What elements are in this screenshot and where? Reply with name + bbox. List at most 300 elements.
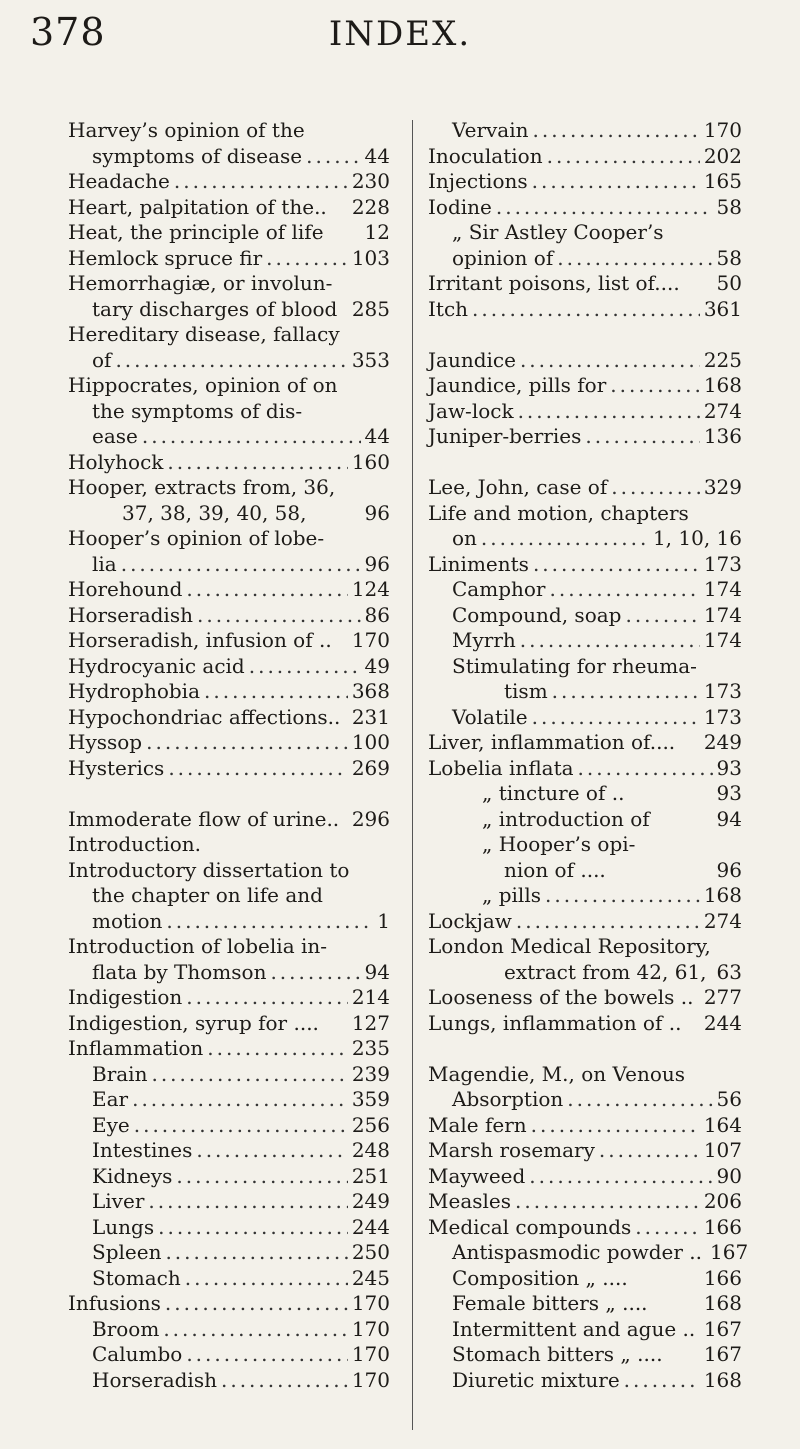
index-entry-text: Compound, soap [452,602,622,627]
index-entry-page: 251 [351,1163,390,1188]
index-entry-text: Diuretic mixture [452,1367,620,1392]
index-entry [428,348,742,374]
index-entry-page: 244 [703,1010,742,1035]
index-entry-text: Mayweed [428,1163,526,1188]
index-gap [428,1036,742,1062]
leader-dots [266,246,348,272]
index-entry-text: Lee, John, case of [428,475,608,499]
index-entry-text: Calumbo [92,1342,183,1366]
index-entry-text: nion of .... [504,857,606,882]
index-entry-text: Lobelia inflata [428,755,574,780]
index-entry [428,1011,742,1037]
leader-dots [196,1138,347,1164]
index-entry [68,246,390,272]
index-entry [68,322,390,348]
leader-dots [148,1189,347,1215]
index-entry [68,858,390,884]
index-entry-page: 49 [364,653,390,678]
index-entry [428,603,742,629]
index-entry [428,526,742,552]
index-entry [68,1240,390,1266]
index-entry [68,1342,390,1368]
index-entry-text: Lungs, inflammation of .. [428,1010,682,1035]
index-entry-page: 170 [351,1316,390,1341]
index-entry [68,1189,390,1215]
leader-dots [146,730,348,756]
index-entry [428,883,742,909]
index-entry-page: 329 [703,475,742,499]
index-entry [428,297,742,323]
index-entry [68,424,390,450]
index-entry [68,169,390,195]
index-entry [428,577,742,603]
leader-dots [545,883,700,909]
leader-dots [168,756,348,782]
leader-dots [121,552,361,578]
index-entry [68,373,390,399]
index-entry [68,1164,390,1190]
index-entry [68,628,390,654]
index-entry-text: symptoms of disease [92,143,303,168]
leader-dots [481,526,649,552]
index-entry [428,1164,742,1190]
leader-dots [635,1215,700,1241]
index-entry-page: 228 [351,194,390,219]
index-entry-page: 164 [703,1112,742,1137]
index-entry-page: 50 [716,271,742,295]
index-entry-page: 170 [351,1367,390,1392]
index-entry-page: 160 [351,449,390,474]
index-entry [68,1087,390,1113]
leader-dots [115,348,347,374]
index-entry [428,858,742,884]
index-entry-page: 168 [703,883,742,907]
index-entry-text: Broom [92,1316,160,1341]
index-entry-page: 127 [351,1010,390,1035]
index-entry [68,271,390,297]
index-entry [68,756,390,782]
index-entry-page: 93 [716,781,742,805]
index-entry-text: of [92,347,112,372]
leader-dots [165,1291,348,1317]
index-entry-page: 167 [710,1240,749,1264]
index-entry-page: 174 [703,577,742,601]
index-entry-page: 1, 10, 16 [652,526,742,550]
index-entry [68,1368,390,1394]
leader-dots [306,144,360,170]
index-entry [68,220,390,246]
index-entry-page: 285 [351,296,390,321]
index-entry-text: Intestines [92,1138,193,1162]
index-entry [428,628,742,654]
index-entry [428,220,742,246]
index-entry-text: Hypochondriac affections.. [68,704,341,729]
index-entry-text: Male fern [428,1112,527,1137]
index-entry-page: 250 [351,1240,390,1264]
index-entry-page: 274 [703,908,742,933]
index-entry-text: Medical compounds [428,1214,632,1239]
leader-dots [151,1062,347,1088]
index-entry-text: Hyssop [68,730,143,754]
leader-dots [163,1317,348,1343]
leader-dots [578,756,713,782]
index-entry [428,501,742,527]
index-entry-page: 274 [703,398,742,423]
index-entry [428,654,742,680]
index-entry-text: Holyhock [68,449,164,474]
index-entry [428,1291,742,1317]
leader-dots [158,1215,348,1241]
index-entry-page: 90 [716,1163,742,1188]
leader-dots [516,909,700,935]
index-entry [428,169,742,195]
index-entry-text: Heart, palpitation of the.. [68,194,327,219]
leader-dots [599,1138,700,1164]
index-entry-page: 359 [351,1087,390,1111]
index-entry-page: 94 [716,806,742,831]
leader-dots [176,1164,347,1190]
index-entry [428,144,742,170]
index-entry [68,1266,390,1292]
leader-dots [520,348,700,374]
index-entry-page: 44 [364,424,390,448]
leader-dots [186,577,347,603]
index-entry-page: 12 [364,220,390,244]
index-entry [428,679,742,705]
index-entry-text: Introduction of lobelia in- [68,934,328,958]
index-entry-text: „ tincture of .. [482,781,625,805]
leader-dots [185,1266,348,1292]
index-entry-page: 100 [351,730,390,754]
index-entry-text: Introductory dissertation to [68,857,350,882]
index-entry-page: 214 [351,985,390,1009]
leader-dots [532,169,700,195]
index-entry-page: 239 [351,1061,390,1086]
index-entry-text: Hippocrates, opinion of on [68,373,338,397]
index-entry-page: 353 [351,347,390,372]
index-entry-text: Inoculation [428,143,543,168]
index-entry-text: Lockjaw [428,908,512,933]
index-entry-text: Volatile [452,704,528,729]
index-entry-text: Indigestion [68,985,183,1009]
index-entry [68,526,390,552]
index-entry [68,679,390,705]
leader-dots [520,628,700,654]
index-entry-page: 63 [716,959,742,984]
index-entry [428,246,742,272]
leader-dots [552,679,700,705]
index-entry-page: 107 [703,1138,742,1162]
leader-dots [197,603,361,629]
index-entry [428,1368,742,1394]
leader-dots [585,424,699,450]
index-entry-page: 136 [703,424,742,448]
index-entry [428,1189,742,1215]
index-entry-page: 124 [351,577,390,601]
index-entry [428,985,742,1011]
index-entry [68,654,390,680]
index-entry-text: Intermittent and ague .. [452,1316,696,1341]
index-entry-text: London Medical Repository, [428,934,711,958]
index-entry [68,1317,390,1343]
index-entry-text: Liver [92,1189,145,1213]
leader-dots [472,297,700,323]
index-entry-text: Harvey’s opinion of the [68,118,305,142]
index-entry-text: flata by Thomson [92,959,267,984]
index-entry-page: 96 [364,551,390,576]
index-entry-text: Kidneys [92,1163,173,1188]
index-entry-page: 269 [351,755,390,780]
index-entry-page: 361 [703,296,742,321]
index-entry-text: motion [92,908,163,933]
leader-dots [186,985,348,1011]
index-entry-page: 168 [703,1291,742,1315]
index-entry-page: 231 [351,704,390,729]
index-entry [68,960,390,986]
index-entry-text: the chapter on life and [92,883,323,907]
index-entry-page: 86 [364,602,390,627]
leader-dots [529,1164,712,1190]
leader-dots [533,118,700,144]
index-entry-text: Indigestion, syrup for .... [68,1010,319,1035]
index-entry-text: Itch [428,296,469,321]
index-entry-text: Stomach [92,1265,181,1290]
index-entry-page: 202 [703,143,742,168]
index-entry-text: Camphor [452,577,546,601]
index-entry [68,577,390,603]
index-entry-text: tism [504,679,548,703]
leader-dots [207,1036,348,1062]
leader-dots [132,1087,348,1113]
index-entry [68,603,390,629]
index-entry-text: Hysterics [68,755,165,780]
index-entry [68,883,390,909]
index-entry-page: 44 [364,143,390,168]
index-entry-text: Hooper’s opinion of lobe- [68,526,325,550]
leader-dots [532,705,700,731]
leader-dots [549,577,699,603]
index-entry-page: 173 [703,551,742,576]
leader-dots [204,679,348,705]
index-entry-text: 37, 38, 39, 40, 58, [122,500,307,525]
index-entry-text: Life and motion, chapters [428,500,689,525]
index-entry-text: Magendie, M., on Venous [428,1061,686,1086]
index-entry [428,271,742,297]
index-entry-text: Hemlock spruce fir [68,245,263,270]
index-entry-page: 166 [703,1265,742,1290]
running-head: INDEX. [328,14,472,54]
leader-dots [270,960,360,986]
index-entry-page: 248 [351,1138,390,1162]
index-entry-text: Horehound [68,577,183,601]
index-entry-text: Irritant poisons, list of.... [428,271,680,295]
index-entry [68,1215,390,1241]
leader-dots [496,195,713,221]
index-entry [68,1036,390,1062]
index-entry-page: 166 [703,1214,742,1239]
index-entry [68,348,390,374]
index-gap [68,781,390,807]
index-entry [428,1317,742,1343]
index-entry-text: Antispasmodic powder .. [452,1240,703,1264]
index-entry [428,1240,749,1266]
index-entry-text: Hydrocyanic acid [68,653,245,678]
index-entry [428,1215,742,1241]
index-entry [68,195,390,221]
index-entry [428,195,742,221]
index-entry-text: lia [92,551,117,576]
index-entry [68,1138,390,1164]
index-entry [68,475,390,501]
index-entry-page: 167 [703,1316,742,1341]
index-entry-text: Hooper, extracts from, 36, [68,475,336,499]
index-entry [428,552,742,578]
index-entry [68,1011,390,1037]
index-entry [68,552,390,578]
index-entry [68,909,390,935]
index-entry-page: 230 [351,169,390,193]
index-entry-text: „ pills [482,883,541,907]
index-entry-text: Stimulating for rheuma- [452,653,697,678]
index-entry [428,399,742,425]
index-entry-page: 168 [703,373,742,397]
index-entry [68,934,390,960]
index-entry-text: Ear [92,1087,129,1111]
index-entry-text: Immoderate flow of urine.. [68,806,340,831]
index-entry-page: 206 [703,1189,742,1213]
column-divider [412,120,413,1430]
index-entry [68,1113,390,1139]
index-entry-text: Liniments [428,551,529,576]
index-entry [428,118,742,144]
index-entry-text: Myrrh [452,628,516,652]
index-entry-text: ease [92,424,138,448]
index-entry-page: 170 [703,118,742,142]
index-entry-page: 58 [716,194,742,219]
index-entry [428,1062,742,1088]
index-entry [68,297,390,323]
index-entry-page: 174 [703,602,742,627]
index-entry-text: Injections [428,169,528,193]
leader-dots [611,475,700,501]
index-entry [428,832,742,858]
index-column-right [428,118,749,1393]
index-entry [428,1342,742,1368]
index-entry [428,475,742,501]
index-entry-page: 96 [364,500,390,525]
leader-dots [249,654,361,680]
index-entry [428,960,742,986]
index-entry [68,1062,390,1088]
index-entry-text: Hydrophobia [68,679,200,703]
index-entry-text: Absorption [452,1087,564,1111]
index-entry-text: extract from 42, 61, [504,959,707,984]
index-entry-page: 56 [716,1087,742,1111]
index-entry-text: Juniper-berries [428,424,582,448]
index-entry-page: 249 [351,1189,390,1213]
index-entry-page: 235 [351,1036,390,1060]
index-gap [428,450,742,476]
index-entry [428,1266,742,1292]
index-entry [428,781,742,807]
index-entry-text: Hereditary disease, fallacy [68,322,340,346]
index-entry-text: Infusions [68,1291,161,1315]
index-entry-page: 225 [703,347,742,372]
index-entry-text: opinion of [452,245,554,270]
index-entry-text: Spleen [92,1240,162,1264]
index-entry-text: Eye [92,1112,130,1137]
index-column-left [68,118,390,1393]
index-entry [428,934,742,960]
index-entry-text: Stomach bitters „ .... [452,1342,663,1366]
index-entry-page: 1 [377,908,390,933]
index-entry [68,807,390,833]
index-entry [428,705,742,731]
index-entry-text: tary discharges of blood [92,296,338,321]
index-entry-text: Horseradish [68,602,193,627]
index-entry-text: Female bitters „ .... [452,1291,648,1315]
leader-dots [186,1342,348,1368]
index-entry-page: 173 [703,704,742,729]
index-entry [428,1113,742,1139]
index-entry-page: 96 [716,857,742,882]
index-entry-text: „ introduction of [482,806,650,831]
index-entry-page: 256 [351,1112,390,1137]
index-entry-page: 170 [351,1291,390,1315]
index-entry-text: Measles [428,1189,511,1213]
leader-dots [624,1368,700,1394]
index-entry [428,1087,742,1113]
leader-dots [221,1368,348,1394]
index-entry-text: Horseradish, infusion of .. [68,628,332,652]
index-entry-page: 93 [716,755,742,780]
index-entry [428,756,742,782]
index-entry-page: 170 [351,1342,390,1366]
index-entry [68,985,390,1011]
index-entry-page: 277 [703,985,742,1009]
index-entry-page: 249 [703,730,742,754]
index-entry [428,730,742,756]
index-entry-text: Heat, the principle of life [68,220,324,244]
index-entry-page: 170 [351,628,390,652]
index-entry-text: Composition „ .... [452,1265,628,1290]
index-entry-text: Looseness of the bowels .. [428,985,694,1009]
leader-dots [174,169,348,195]
index-entry [68,144,390,170]
leader-dots [134,1113,348,1139]
index-entry-text: Vervain [452,118,529,142]
index-gap [428,322,742,348]
index-entry-text: Jaundice, pills for [428,373,607,397]
index-entry-text: Introduction. [68,832,202,856]
index-entry-page: 244 [351,1214,390,1239]
index-entry-text: Marsh rosemary [428,1138,595,1162]
index-entry [68,832,390,858]
index-entry-page: 167 [703,1342,742,1366]
index-entry-page: 368 [351,679,390,703]
leader-dots [142,424,361,450]
index-entry [428,909,742,935]
page-number: 378 [30,10,106,54]
index-entry-text: Hemorrhagiæ, or involun- [68,271,333,295]
leader-dots [515,1189,700,1215]
index-entry-text: Brain [92,1061,148,1086]
index-entry-text: on [452,526,477,550]
index-entry [428,373,742,399]
index-entry [68,501,390,527]
leader-dots [625,603,699,629]
leader-dots [567,1087,712,1113]
